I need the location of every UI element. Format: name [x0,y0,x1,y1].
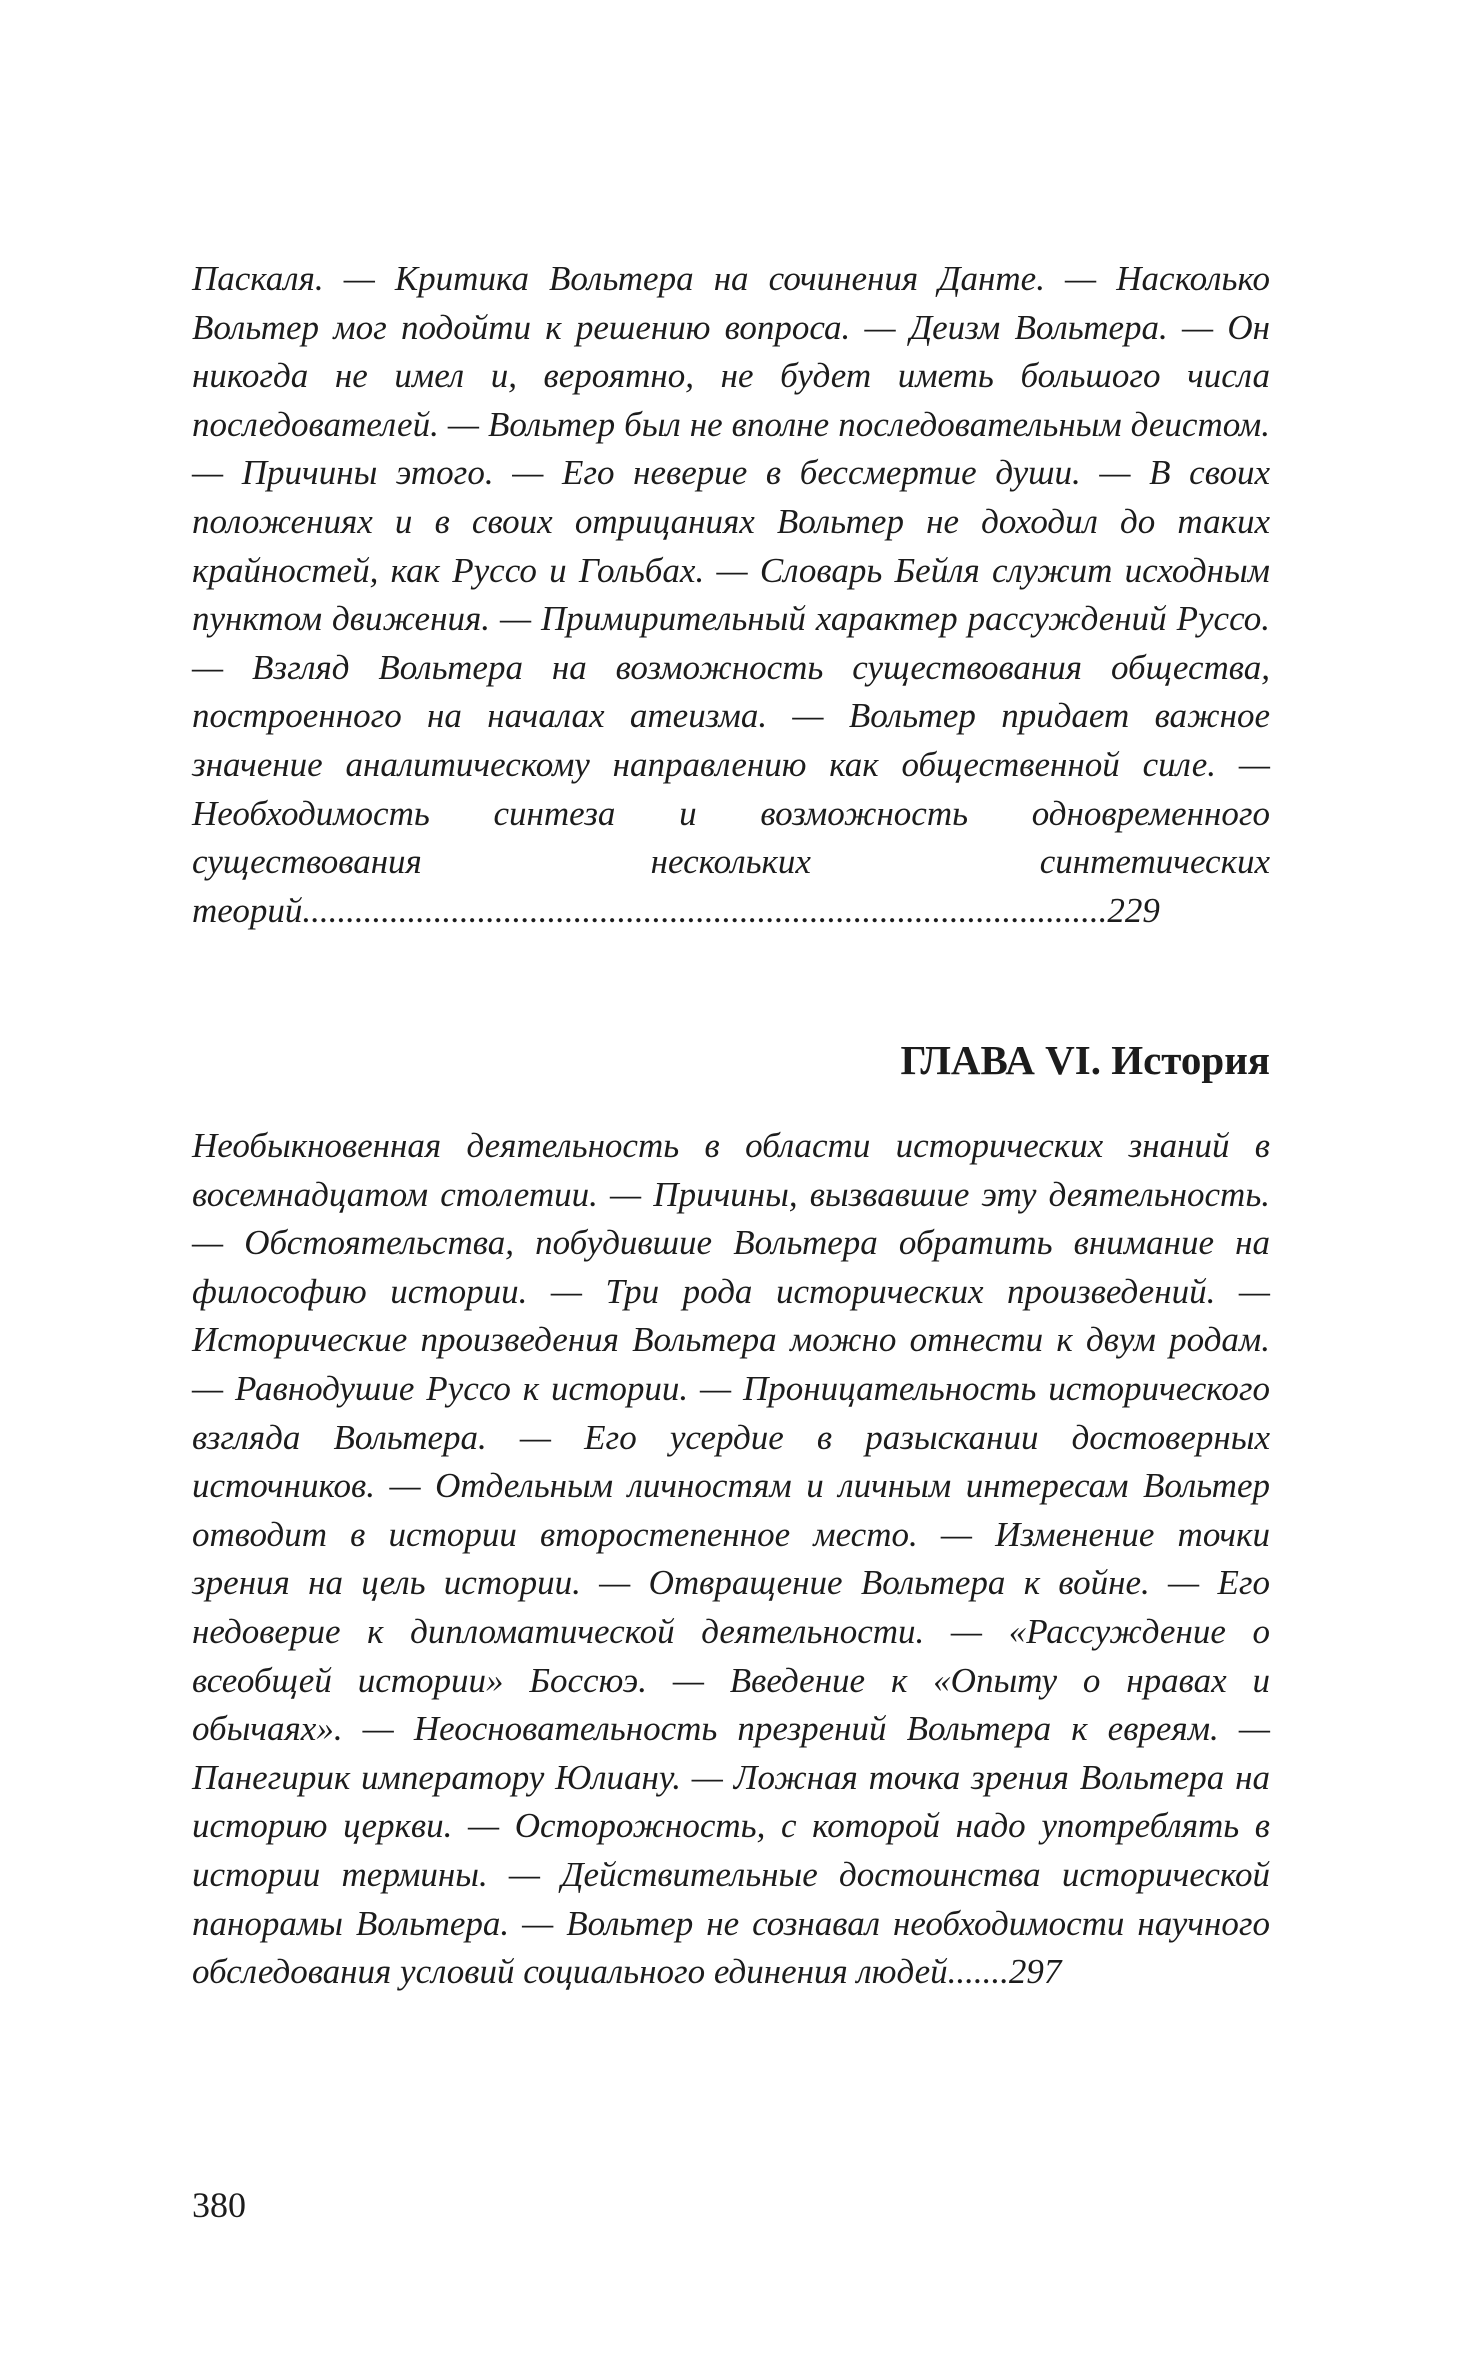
dot-leader: ....... [947,1952,1009,1992]
dot-leader: ............................................................................................ [302,890,1108,930]
page-number: 380 [192,2185,246,2225]
chapter-heading: ГЛАВА VI. История [900,1037,1270,1083]
contents-entry-chapter-6-summary [192,1122,1270,1997]
contents-entry-chapter-5-summary [192,255,1270,935]
page-reference: 229 [1107,890,1160,930]
entry-text: Необыкновенная деятельность в области исторических знаний в восемнадцатом столетии. — Причины, вызвавшие эту деятельность. — Обстоятельства, побудившие Вольтера обратить внимание на философию истории. — Три рода исторических произведений. — Исторические произведения Вольтера можно отнести к двум родам. — Равнодушие Руссо к истории. — Проницательность исторического взгляда Вольтера. — Его усердие в разыскании достоверных источников. — Отдельным личностям и личным интересам Вольтер отводит в истории второстепенное место. — Изменение точки зрения на цель истории. — Отвращение Вольтера к войне. — Его недоверие к дипломатической деятельности. — «Рассуждение о всеобщей истории» Боссюэ. — Введение к «Опыту о нравах и обычаях». — Неосновательность презрений Вольтера к евреям. — Панегирик императору Юлиану. — Ложная точка зрения Вольтера на историю церкви. — Осторожность, с которой надо употреблять в истории термины. — Действительные достоинства исторической панорамы Вольтера. — Вольтер не сознавал необходимости научного обследования условий социального единения людей [192,1126,1270,1992]
page-reference: 297 [1008,1952,1062,1992]
entry-text: Паскаля. — Критика Вольтера на сочинения Данте. — Насколько Вольтер мог подойти к решению вопроса. — Деизм Вольтера. — Он никогда не имел и, вероятно, не будет иметь большого числа последователей. — Вольтер был не вполне последовательным деистом. — Причины этого. — Его неверие в бессмертие души. — В своих положениях и в своих отрицаниях Вольтер не доходил до таких крайностей, как Руссо и Гольбах. — Словарь Бейля служит исходным пунктом движения. — Примирительный характер рассуждений Руссо. — Взгляд Вольтера на возможность существования общества, построенного на началах атеизма. — Вольтер придает важное значение аналитическому направлению как общественной силе. — Необходимость синтеза и возможность одновременного существования нескольких синтетических теорий [192,259,1270,930]
